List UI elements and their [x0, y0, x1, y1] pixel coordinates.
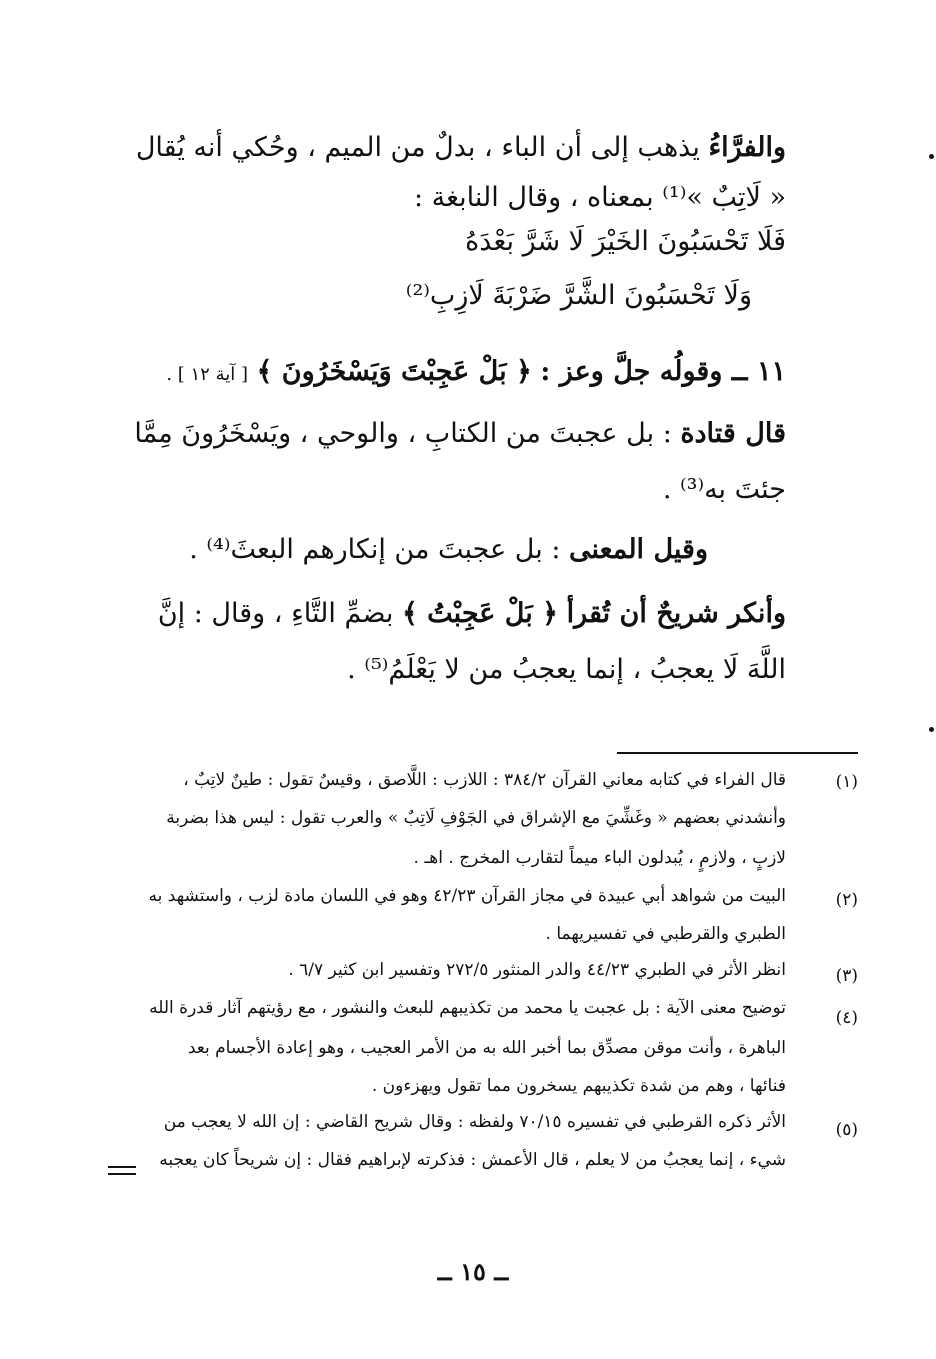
continuation-mark — [108, 1166, 136, 1175]
paragraph-line — [106, 594, 786, 634]
footnote-number: (١) — [835, 772, 858, 792]
paragraph-line — [106, 128, 786, 168]
footnote-line: قال الفراء في كتابه معاني القرآن ٣٨٤/٢ : اللازب : اللَّاصق ، وقيسٌ تقول : طينٌ لاتِبٌ ، — [183, 770, 786, 790]
body-text: يذهب إلى أن الباء ، بدلٌ من الميم ، وحُكي أنه يُقال — [135, 132, 709, 163]
poem-verse: فَلَا تَحْسَبُونَ الخَيْرَ لَا شَرَّ بَعْدَهُ — [465, 226, 786, 257]
body-text: بضمِّ التَّاءِ ، وقال : إنَّ — [157, 598, 402, 629]
paragraph-line — [106, 530, 708, 570]
paragraph-line: « لَاتِبٌ »⁽¹⁾ بمعناه ، وقال النابغة : — [413, 182, 786, 213]
section-lead: ١١ ــ وقولُه جلَّ وعز : — [540, 356, 786, 387]
footnote-line: شيء ، إنما يعجبُ من لا يعلم ، قال الأعمش : فذكرته لإبراهيم فقال : إن شريحاً كان يعجبه — [159, 1150, 786, 1170]
footnote-line: لازبٍ ، ولازمٍ ، يُبدلون الباء ميماً لتقارب المخرج . اهـ . — [413, 848, 786, 868]
page-number: ــ ١٥ ــ — [437, 1257, 509, 1286]
footnote-line: فنائها ، وهم من شدة تكذيبهم يسخرون مما تقول ويهزءون . — [371, 1076, 786, 1096]
footnote-number: (٣) — [835, 966, 858, 986]
emphasis-text: وأنكر شريحٌ أن تُقرأ — [566, 598, 786, 629]
paragraph-line: اللَّهَ لَا يعجبُ ، إنما يعجبُ من لا يَعْلَمُ⁽⁵⁾ . — [347, 654, 786, 685]
verse-reference: [ آية ١٢ ] . — [166, 364, 248, 385]
scan-speck — [929, 154, 934, 159]
paragraph-line — [106, 414, 786, 454]
footnote-line: الباهرة ، وأنت موقن مصدِّق بما أخبر الله به من الأمر العجيب ، وهو إعادة الأجسام بعد — [187, 1038, 786, 1058]
footnote-number: (٥) — [835, 1120, 858, 1140]
body-text: : بل عجبتَ من إنكارهم البعثَ⁽⁴⁾ . — [189, 534, 570, 565]
emphasis-text: وقيل المعنى — [569, 534, 708, 565]
footnote-number: (٤) — [835, 1008, 858, 1028]
footnote-line: توضيح معنى الآية : بل عجبت يا محمد من تكذيبهم للبعث والنشور ، مع رؤيتهم آثار قدرة الله — [149, 998, 786, 1018]
emphasis-text: والفرَّاءُ — [708, 132, 786, 163]
quran-verse: ﴿ بَلْ عَجِبْتُ ﴾ — [401, 598, 558, 629]
footnote-line: وأنشدني بعضهم « وغَشِّيَ مع الإشراق في الجَوْفِ لَاتِبٌ » والعرب تقول : ليس هذا بضربة — [166, 808, 786, 828]
poem-verse: وَلَا تَحْسَبُونَ الشَّرَّ ضَرْبَةَ لَازِبِ⁽²⁾ — [405, 280, 752, 311]
paragraph-line: جئتَ به⁽³⁾ . — [662, 474, 786, 505]
footnote-line: البيت من شواهد أبي عبيدة في مجاز القرآن ٤٢/٢٣ وهو في اللسان مادة لزب ، واستشهد به — [148, 886, 786, 906]
scan-speck — [929, 727, 934, 732]
emphasis-text: قال قتادة — [680, 418, 786, 449]
footnote-line: انظر الأثر في الطبري ٤٤/٢٣ والدر المنثور ٢٧٢/٥ وتفسير ابن كثير ٦/٧ . — [288, 960, 786, 980]
footnote-separator — [617, 752, 858, 754]
section-heading — [106, 352, 786, 395]
footnote-number: (٢) — [835, 890, 858, 910]
footnote-line: الطبري والقرطبي في تفسيريهما . — [545, 924, 786, 944]
quran-verse: ﴿ بَلْ عَجِبْتَ وَيَسْخَرُونَ ﴾ — [256, 356, 532, 387]
footnote-line: الأثر ذكره القرطبي في تفسيره ٧٠/١٥ ولفظه : وقال شريح القاضي : إن الله لا يعجب من — [163, 1112, 786, 1132]
body-text: : بل عجبتَ من الكتابِ ، والوحي ، ويَسْخَرُونَ مِمَّا — [134, 418, 681, 449]
